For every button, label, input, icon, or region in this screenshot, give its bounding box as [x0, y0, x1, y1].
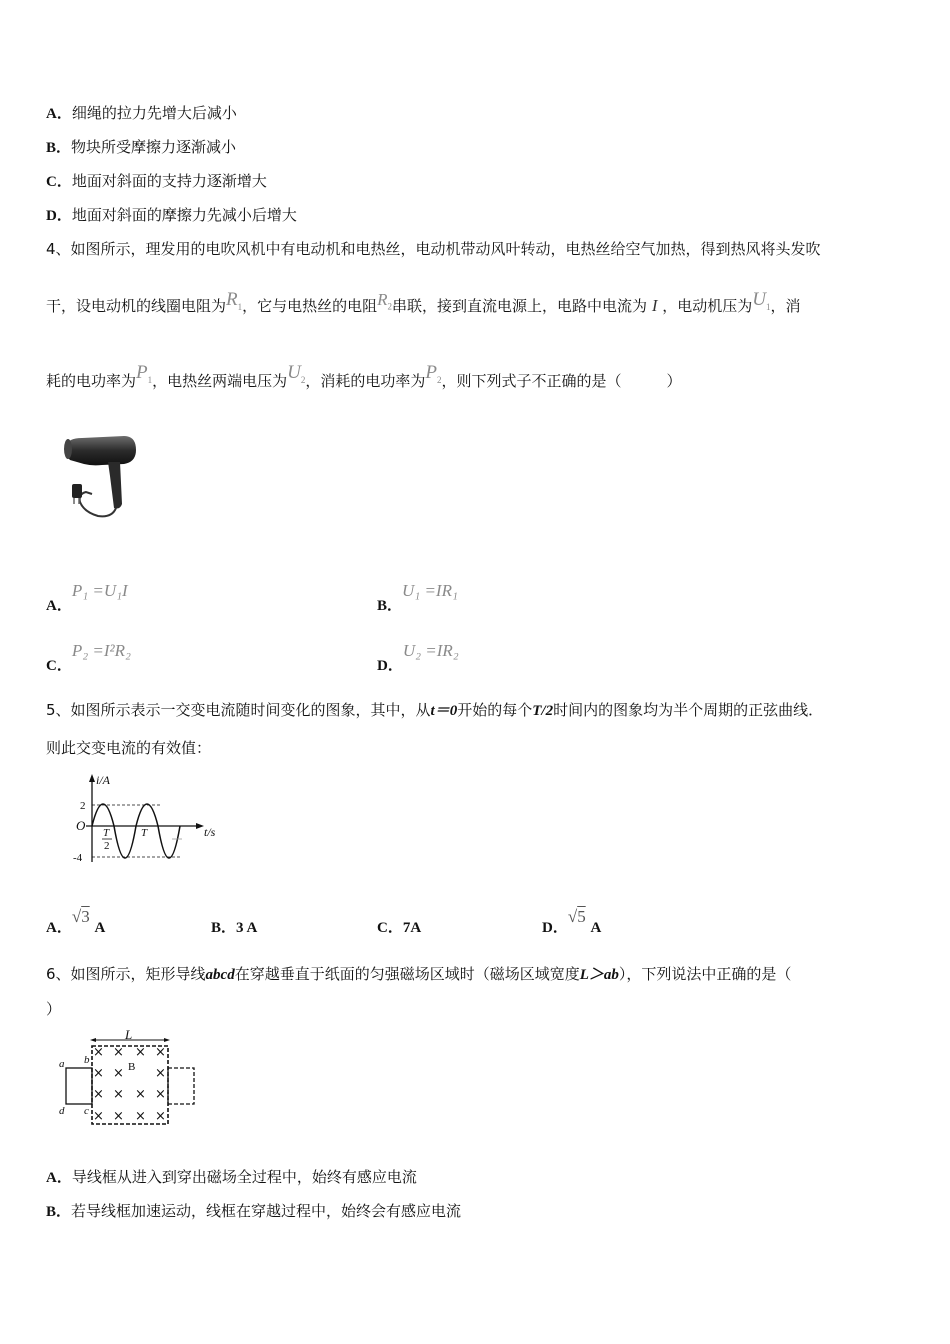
q4-stem-line3: 耗的电功率为$P_1$，电热丝两端电压为$U_2$，消耗的电功率为$P_2$，则下列式子不正确的是（ ）	[46, 362, 682, 390]
field-cross: ×	[155, 1045, 166, 1060]
corner-a: a	[59, 1058, 65, 1070]
symbol-p1: $P_1$	[136, 362, 153, 385]
y-axis-arrow	[89, 774, 95, 782]
q6-stem-line2: ）	[46, 1000, 62, 1018]
ac-current-graph	[70, 772, 230, 872]
symbol-i: I	[651, 296, 658, 315]
symbol-r1: $R_1$	[226, 289, 243, 312]
x-axis-arrow	[196, 823, 204, 829]
width-label-l: L	[125, 1030, 133, 1042]
q4-stem-line1: 4、如图所示，理发用的电吹风机中有电动机和电热丝，电动机带动风叶转动，电热丝给空气加热，得到热风将头发吹	[46, 240, 821, 258]
q3-option-a: A．细绳的拉力先增大后减小	[46, 104, 237, 122]
q4-option-d[interactable]: D．U₂ =IR₂	[377, 641, 459, 674]
q5-stem-line2: 则此交变电流的有效值：	[46, 739, 212, 757]
field-cross: ×	[93, 1066, 104, 1081]
field-cross: ×	[155, 1087, 166, 1102]
q4-stem-line2: 干，设电动机的线圈电阻为$R_1$，它与电热丝的电阻$R_2$串联，接到直流电源上，电路中电流为 I ，电动机压为$U_1$，消	[46, 289, 801, 315]
field-cross: ×	[155, 1109, 166, 1124]
symbol-p2: $P_2$	[425, 362, 442, 385]
q6-option-a[interactable]: A．导线框从进入到穿出磁场全过程中，始终有感应电流	[46, 1168, 417, 1186]
field-label-b: B	[128, 1061, 136, 1073]
field-cross: ×	[155, 1066, 166, 1081]
field-cross: ×	[113, 1045, 124, 1060]
magnetic-field-figure	[56, 1030, 206, 1130]
q4-option-b[interactable]: B．U₁ =IR₁	[377, 581, 458, 614]
sqrt-symbol: √	[567, 907, 578, 926]
field-cross: ×	[135, 1109, 146, 1124]
ytick-positive: 2	[80, 800, 86, 812]
coil-abcd	[66, 1068, 92, 1104]
corner-d: d	[59, 1105, 65, 1117]
xtick-period: T	[141, 827, 148, 839]
ac-graph-svg	[70, 772, 230, 872]
q4-option-a[interactable]: A．P₁ =U₁I	[46, 581, 128, 614]
field-cross: ×	[93, 1109, 104, 1124]
q6-option-b[interactable]: B．若导线框加速运动，线框在穿越过程中，始终会有感应电流	[46, 1202, 462, 1220]
q6-stem-line1: 6、如图所示，矩形导线abcd在穿越垂直于纸面的匀强磁场区域时（磁场区域宽度L＞ab），下列说法中正确的是（	[46, 965, 792, 983]
field-cross: ×	[113, 1066, 124, 1081]
field-cross: ×	[93, 1087, 104, 1102]
q3-option-d: D．地面对斜面的摩擦力先减小后增大	[46, 206, 297, 224]
x-axis-label: t/s	[204, 825, 216, 839]
symbol-u2: $U_2$	[287, 362, 306, 385]
xtick-half-numerator: T	[103, 827, 110, 839]
q5-stem-line1: 5、如图所示表示一交变电流随时间变化的图象，其中，从t＝0开始的每个T/2时间内的图象均为半个周期的正弦曲线．	[46, 701, 824, 719]
coil-ghost	[168, 1068, 194, 1104]
hair-dryer-image	[62, 432, 142, 524]
corner-b: b	[84, 1054, 90, 1066]
q5-option-c[interactable]: C．7A	[377, 920, 422, 936]
xtick-half-denominator: 2	[104, 840, 110, 852]
hair-dryer-icon	[62, 432, 142, 524]
symbol-u1: $U_1$	[752, 289, 771, 312]
field-cross: ×	[113, 1109, 124, 1124]
field-cross: ×	[135, 1045, 146, 1060]
corner-c: c	[84, 1105, 89, 1117]
field-crosses	[93, 1045, 166, 1124]
field-cross: ×	[113, 1087, 124, 1102]
origin-label: O	[76, 818, 86, 833]
q5-option-a[interactable]: A．√3 A	[46, 907, 106, 936]
sqrt-symbol: √	[71, 907, 82, 926]
q3-option-b: B．物块所受摩擦力逐渐减小	[46, 138, 237, 156]
magnetic-field-svg	[56, 1030, 206, 1130]
ytick-negative: -4	[73, 852, 83, 864]
q5-option-d[interactable]: D．√5 A	[542, 907, 602, 936]
q4-option-c[interactable]: C．P₂ =I²R₂	[46, 641, 131, 674]
symbol-r2: $R_2$	[377, 290, 393, 312]
q3-option-c: C．地面对斜面的支持力逐渐增大	[46, 172, 267, 190]
field-cross: ×	[93, 1045, 104, 1060]
q5-option-b[interactable]: B．3 A	[211, 920, 258, 936]
field-cross: ×	[135, 1087, 146, 1102]
y-axis-label: i/A	[96, 773, 110, 787]
